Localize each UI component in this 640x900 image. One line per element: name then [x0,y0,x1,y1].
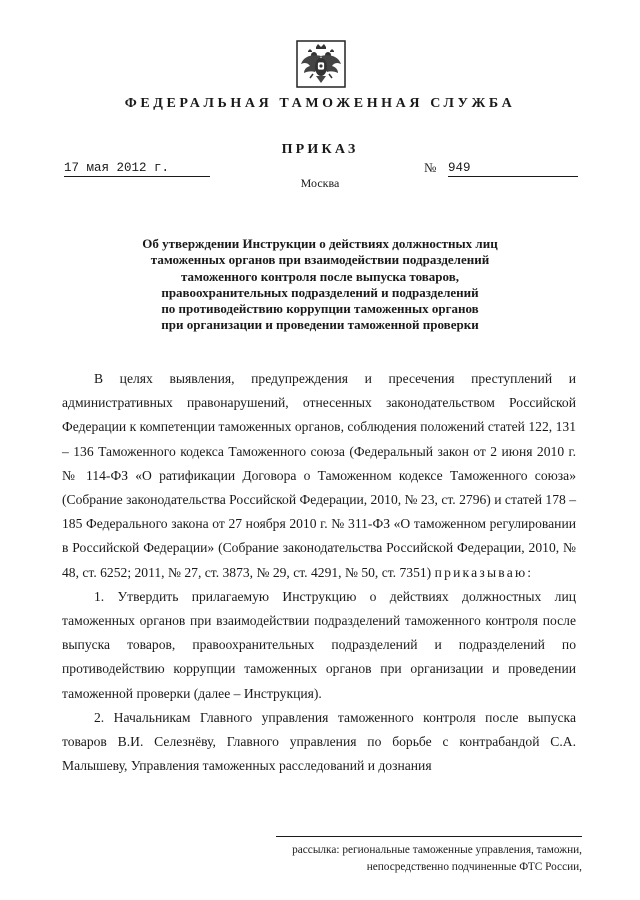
title-line: при организации и проведении таможенной проверки [161,317,479,333]
title-line: по противодействию коррупции таможенных органов [161,301,479,317]
mailing-line: рассылка: региональные таможенные управления, таможни, [292,844,582,856]
title-line: таможенного контроля после выпуска товаров, [181,268,459,284]
mailing-divider [276,836,582,837]
mailing-list [266,842,582,876]
order-date: 17 мая 2012 г. [64,160,210,177]
clause-1: 1. Утвердить прилагаемую Инструкцию о действиях должностных лиц таможенных органов при взаимодействии подразделений таможенного контроля после выпуска товаров, правоохранительных подразделений и подразделений по противодействию коррупции таможенных органов при организации и проведении таможенной проверки (далее – Инструкция). [62,588,576,701]
agency-name: ФЕДЕРАЛЬНАЯ ТАМОЖЕННАЯ СЛУЖБА [124,96,516,111]
order-number: 949 [448,160,578,177]
russian-coat-of-arms-icon [296,40,346,88]
clause-2: 2. Начальникам Главного управления таможенного контроля после выпуска товаров В.И. Селезнёву, Главного управления по борьбе с контрабандой С.А. Малышеву, Управления таможенных расследований и дознания [62,709,576,774]
title-line: таможенных органов при взаимодействии подразделений [150,252,490,268]
document-type: ПРИКАЗ [281,142,359,157]
preamble-text: В целях выявления, предупреждения и пресечения преступлений и административных правонарушений, отнесенных законодательством Российской Федерации к компетенции таможенных органов, соблюдения положений статей 122, 131 – 136 Таможенного кодекса Таможенного союза (Федеральный закон от 2 июня 2010 г. № 114-ФЗ «О ратификации Договора о Таможенном кодексе Таможенного союза» (Собрание законодательства Российской Федерации, 2010, № 23, ст. 2796) и статей 178 – 185 Федерального закона от 27 ноября 2010 г. № 311-ФЗ «О таможенном регулировании в Российской Федерации» (Собрание законодательства Российской Федерации, 2010, № 48, ст. 6252; 2011, № 27, ст. 3873, № 29, ст. 4291, № 50, ст. 7351) [62,371,576,580]
city: Москва [300,176,340,190]
order-number-label: № [424,160,437,175]
mailing-line: непосредственно подчиненные ФТС России, [366,861,582,873]
title-line: правоохранительных подразделений и подразделений [161,284,479,300]
order-body [62,367,576,778]
title-line: Об утверждении Инструкции о действиях должностных лиц [142,236,498,251]
command-word: приказываю: [434,564,534,580]
preamble-paragraph [62,367,576,585]
order-title [110,236,530,334]
